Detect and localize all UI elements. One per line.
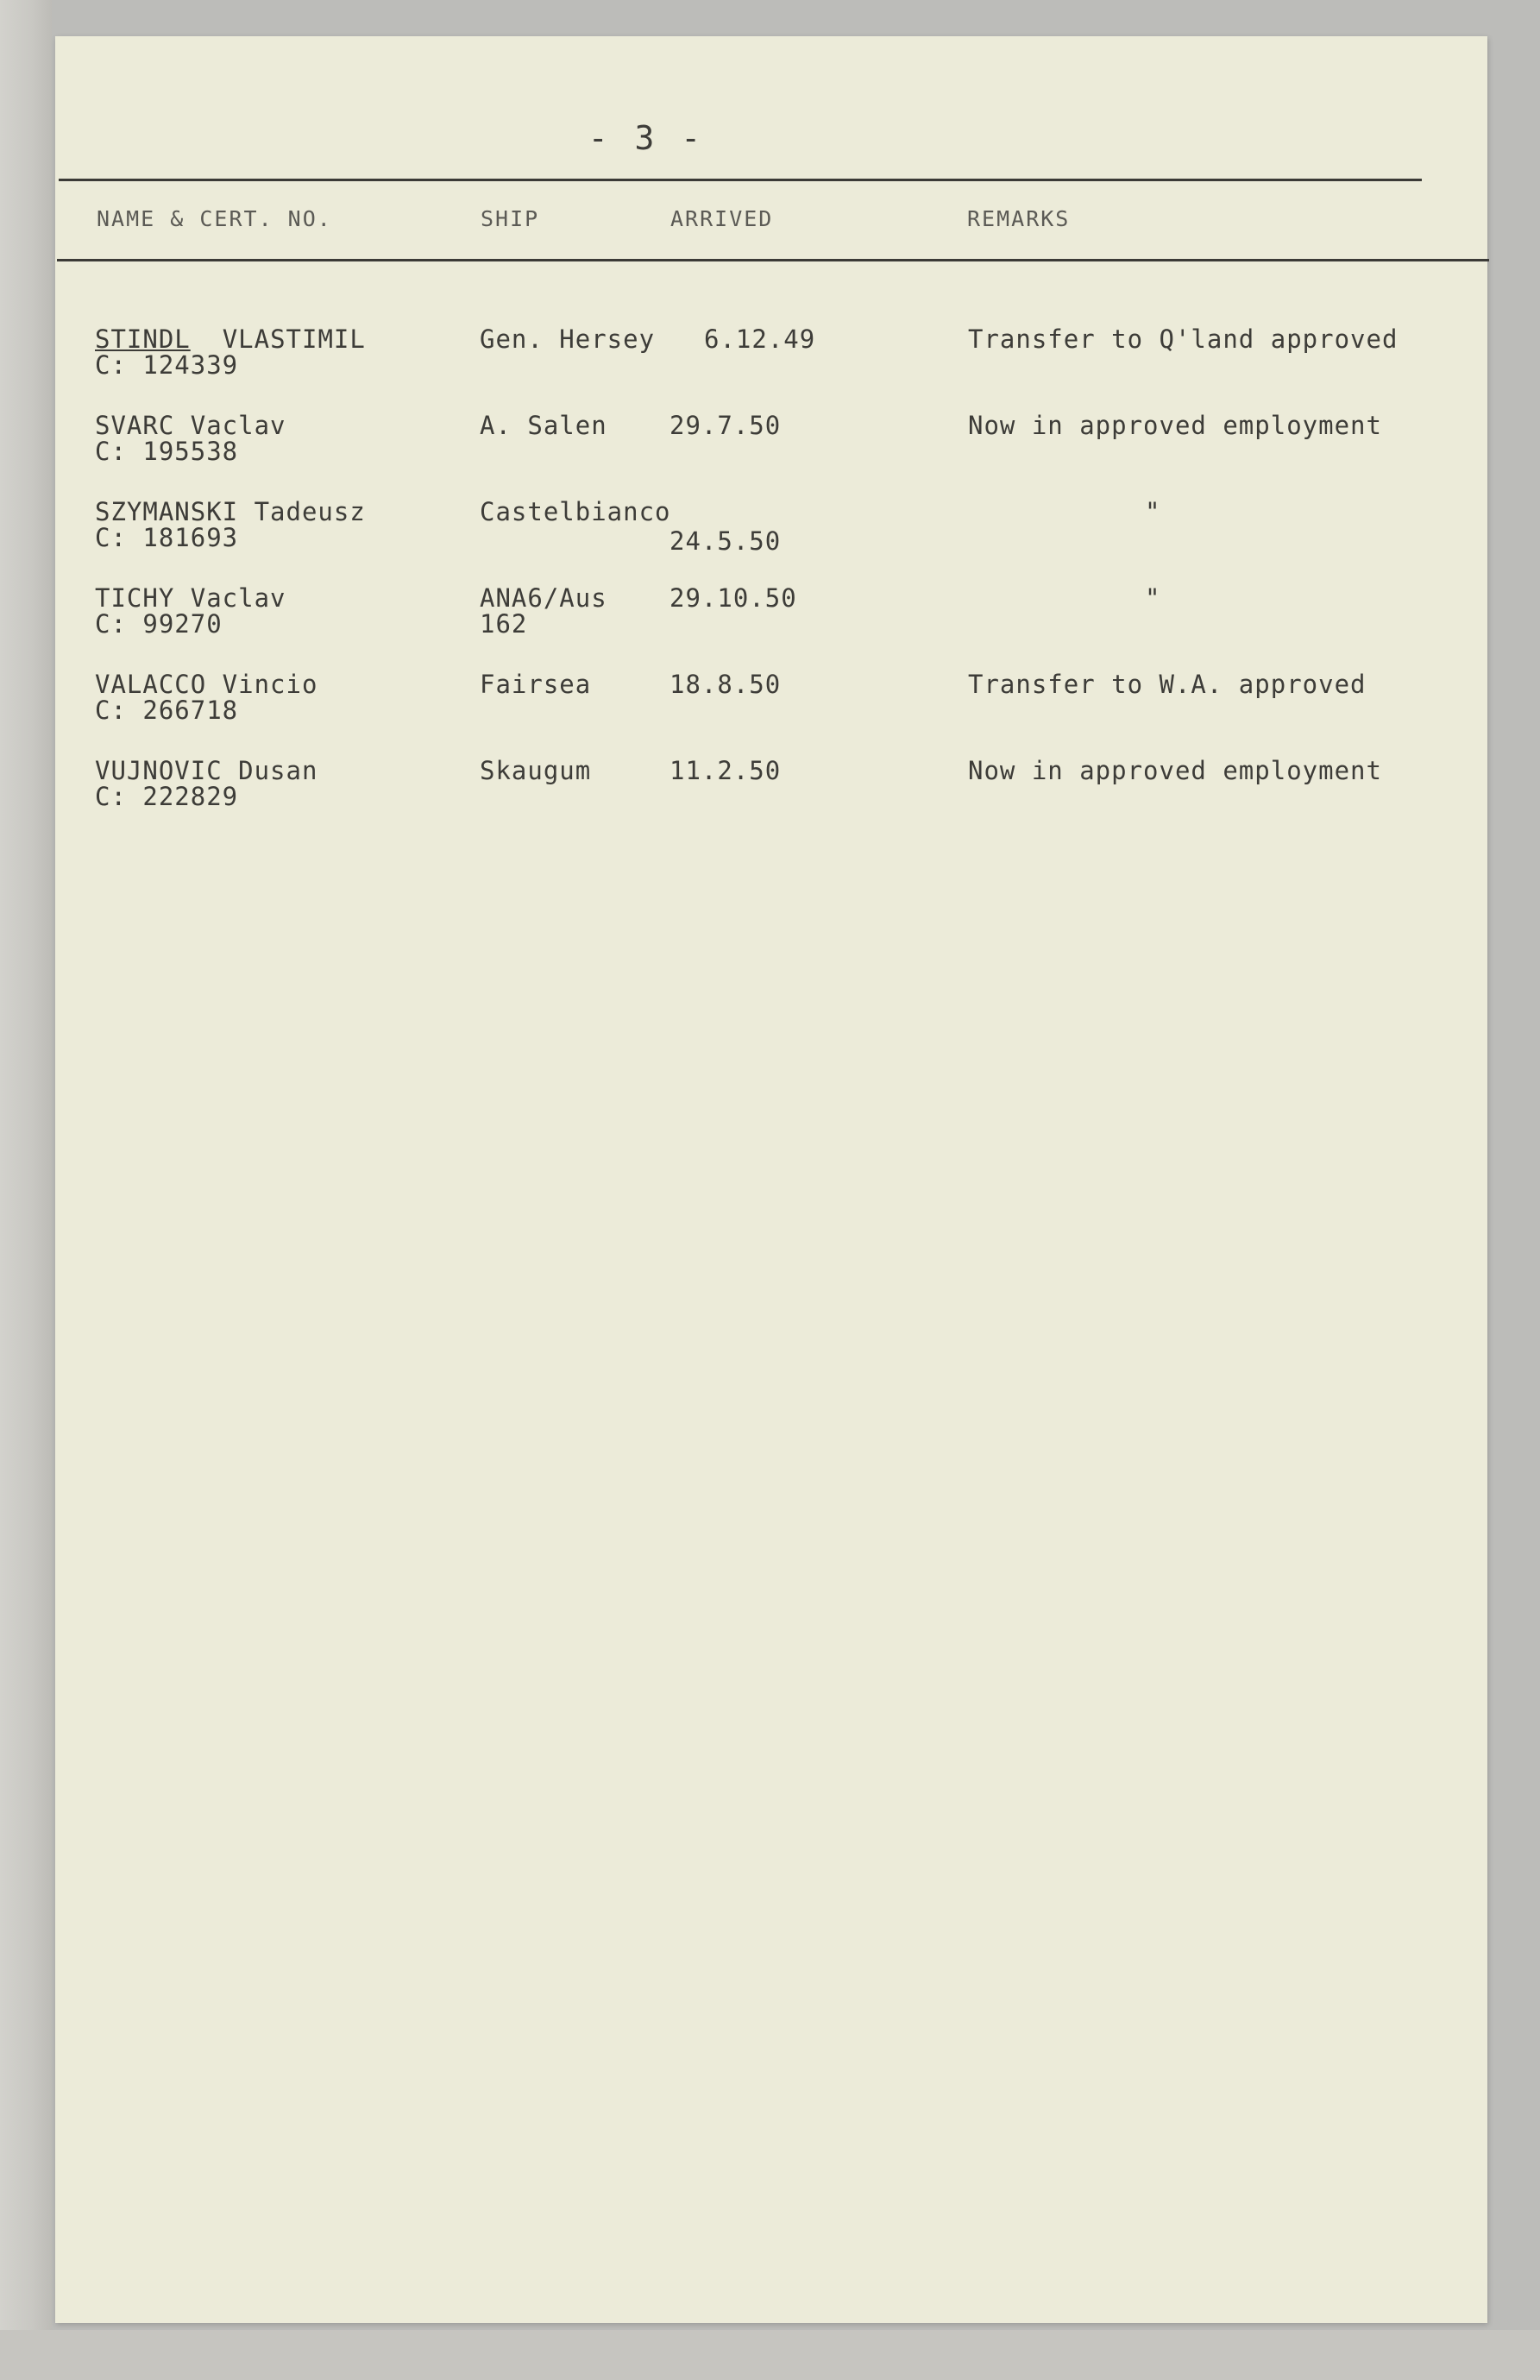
ship-name: Fairsea [480, 670, 592, 699]
cert-number: C: 222829 [95, 782, 239, 811]
ship-name: A. Salen [480, 411, 607, 440]
scan-background-edge [0, 0, 52, 2380]
cert-number: C: 181693 [95, 523, 239, 552]
arrival-date: 18.8.50 [669, 670, 782, 699]
document-page [55, 36, 1487, 2323]
ship-name: Gen. Hersey [480, 324, 656, 354]
name-cell [95, 324, 366, 354]
cert-number: C: 99270 [95, 609, 223, 639]
name-cell: TICHY Vaclav [95, 583, 286, 613]
header-rule-top [59, 179, 1422, 181]
cert-number: C: 266718 [95, 696, 239, 725]
ship-name: ANA6/Aus [480, 583, 607, 613]
given-name: VLASTIMIL [222, 324, 366, 354]
table-row [55, 497, 1487, 575]
ship-name: Skaugum [480, 756, 592, 785]
ship-name-line-2: 162 [480, 609, 528, 639]
table-row [55, 583, 1487, 661]
ship-name: Castelbianco [480, 497, 671, 526]
name-cell: VALACCO Vincio [95, 670, 318, 699]
table-row [55, 670, 1487, 747]
remarks: Now in approved employment [968, 411, 1382, 440]
surname: STINDL [95, 324, 191, 354]
header-rule-bottom [57, 259, 1489, 261]
arrival-date: 11.2.50 [669, 756, 782, 785]
scan-background-bottom [0, 2330, 1540, 2380]
arrival-date: 29.7.50 [669, 411, 782, 440]
cert-number: C: 124339 [95, 350, 239, 380]
arrival-date: 6.12.49 [704, 324, 816, 354]
column-header-remarks: REMARKS [967, 206, 1071, 231]
column-header-arrived: ARRIVED [670, 206, 774, 231]
cert-number: C: 195538 [95, 437, 239, 466]
remarks: Now in approved employment [968, 756, 1382, 785]
table-row [55, 324, 1487, 402]
page-number: - 3 - [588, 119, 705, 157]
name-cell: SVARC Vaclav [95, 411, 286, 440]
remarks-ditto: " [1145, 497, 1161, 526]
table-row [55, 411, 1487, 488]
remarks: Transfer to Q'land approved [968, 324, 1399, 354]
column-header-ship: SHIP [481, 206, 540, 231]
arrival-date: 24.5.50 [669, 526, 782, 556]
remarks-ditto: " [1145, 583, 1161, 613]
arrival-date: 29.10.50 [669, 583, 797, 613]
name-cell: VUJNOVIC Dusan [95, 756, 318, 785]
name-cell: SZYMANSKI Tadeusz [95, 497, 366, 526]
column-header-name: NAME & CERT. NO. [97, 206, 332, 231]
remarks: Transfer to W.A. approved [968, 670, 1367, 699]
table-row [55, 756, 1487, 834]
